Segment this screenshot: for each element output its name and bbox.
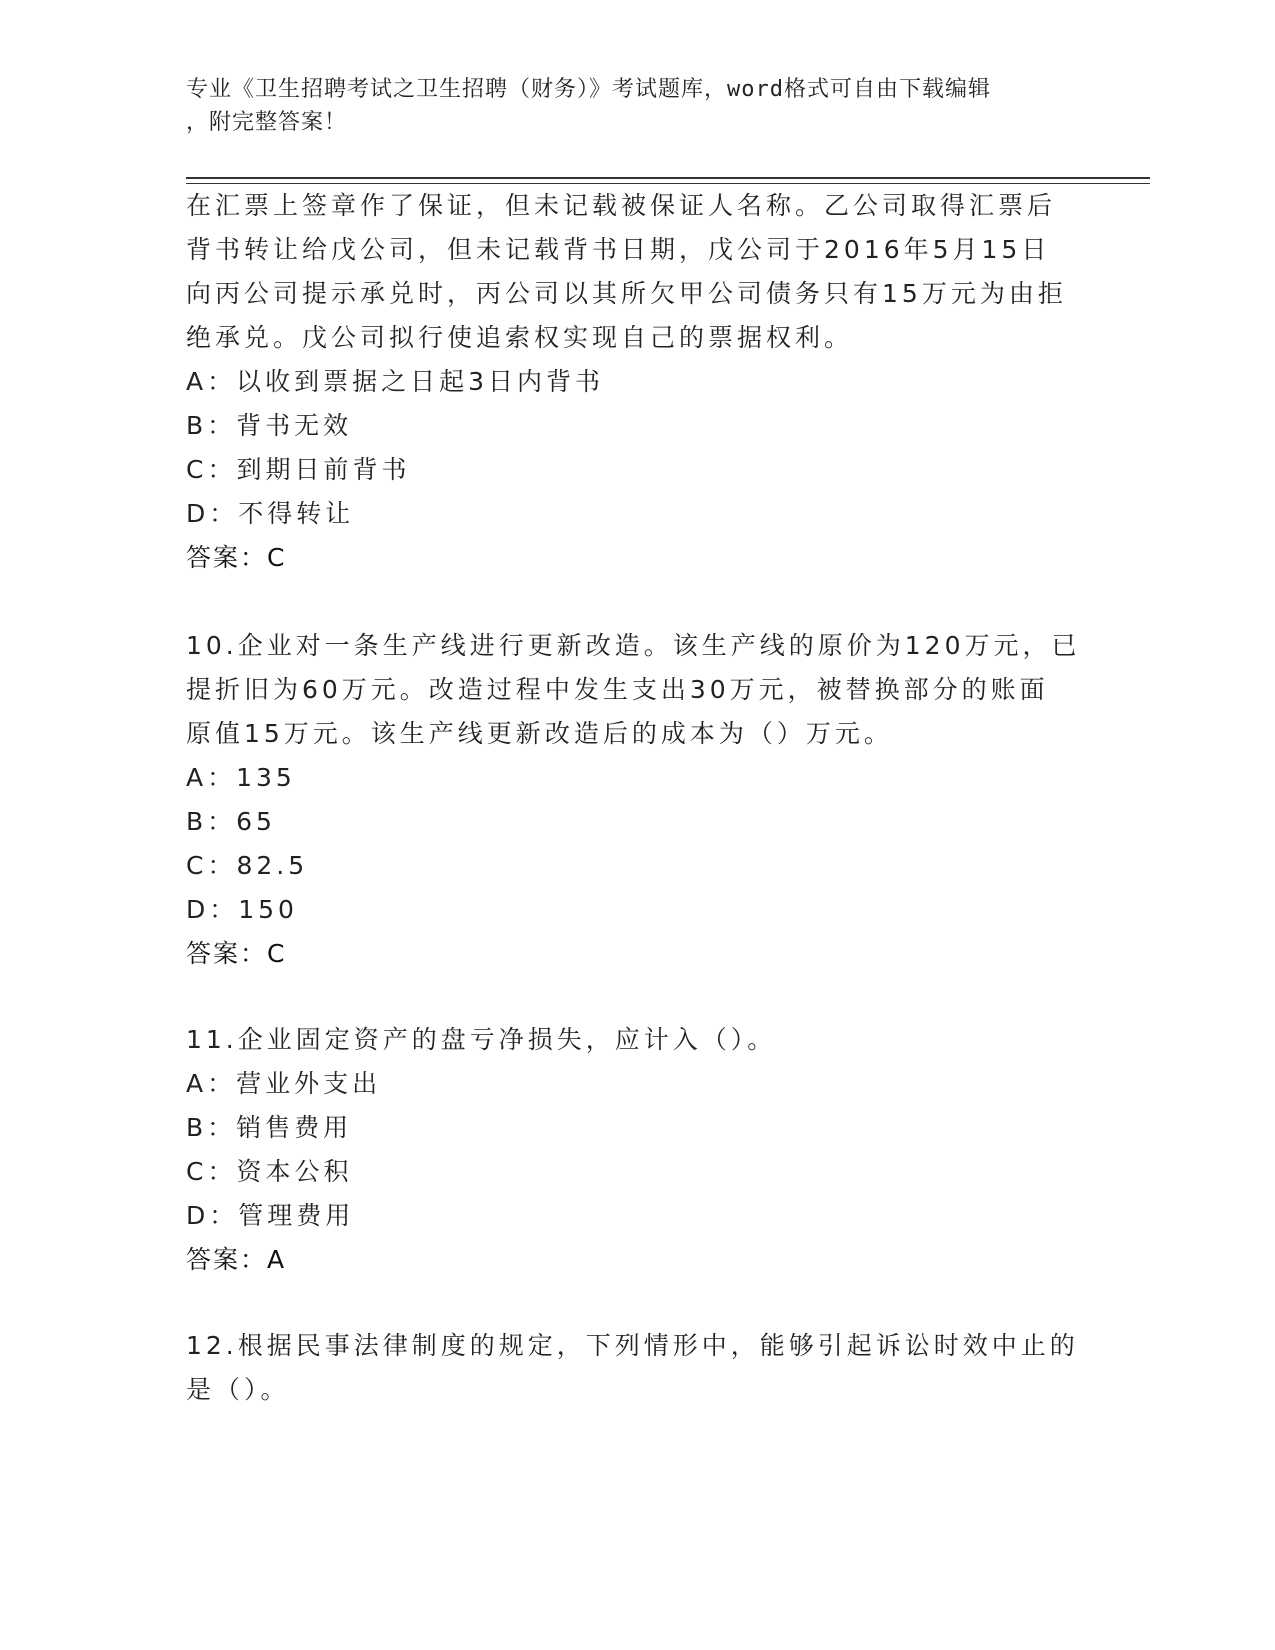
- q10-option-d: D：150: [186, 895, 298, 924]
- q11-answer: 答案：A: [186, 1245, 287, 1274]
- q10-answer: 答案：C: [186, 939, 287, 968]
- q10-stem-line-1: 10.企业对一条生产线进行更新改造。该生产线的原价为120万元，已: [186, 631, 1081, 660]
- q9-stem-line-4: 绝承兑。戊公司拟行使追索权实现自己的票据权利。: [186, 323, 854, 352]
- q9-stem-line-1: 在汇票上签章作了保证，但未记载被保证人名称。乙公司取得汇票后: [186, 191, 1057, 220]
- q9-option-a: A：以收到票据之日起3日内背书: [186, 367, 605, 396]
- q9-stem-line-2: 背书转让给戊公司，但未记载背书日期，戊公司于2016年5月15日: [186, 235, 1051, 264]
- q11-option-a: A：营业外支出: [186, 1069, 382, 1098]
- q11-option-b: B：销售费用: [186, 1113, 353, 1142]
- document-header: [186, 73, 1066, 139]
- q9-option-c: C：到期日前背书: [186, 455, 411, 484]
- header-divider-thick: [186, 177, 1150, 179]
- q9-stem-line-3: 向丙公司提示承兑时，丙公司以其所欠甲公司债务只有15万元为由拒: [186, 279, 1067, 308]
- q9-answer: 答案：C: [186, 543, 287, 572]
- q11-option-c: C：资本公积: [186, 1157, 353, 1186]
- q10-option-b: B：65: [186, 807, 276, 836]
- q9-option-b: B：背书无效: [186, 411, 353, 440]
- q10-stem-line-2: 提折旧为60万元。改造过程中发生支出30万元，被替换部分的账面: [186, 675, 1049, 704]
- header-line-2: ，附完整答案！: [186, 110, 348, 135]
- q12-stem-line-1: 12.根据民事法律制度的规定，下列情形中，能够引起诉讼时效中止的: [186, 1331, 1079, 1360]
- q11-stem-line-1: 11.企业固定资产的盘亏净损失，应计入（）。: [186, 1025, 777, 1054]
- q10-stem-line-3: 原值15万元。该生产线更新改造后的成本为（）万元。: [186, 719, 893, 748]
- q9-option-d: D：不得转让: [186, 499, 355, 528]
- q10-option-c: C：82.5: [186, 851, 309, 880]
- q11-option-d: D：管理费用: [186, 1201, 355, 1230]
- q10-option-a: A：135: [186, 763, 296, 792]
- header-line-1: 专业《卫生招聘考试之卫生招聘（财务）》考试题库，word格式可自由下载编辑: [186, 77, 991, 102]
- q12-stem-line-2: 是（）。: [186, 1375, 290, 1404]
- header-divider-thin: [186, 183, 1150, 184]
